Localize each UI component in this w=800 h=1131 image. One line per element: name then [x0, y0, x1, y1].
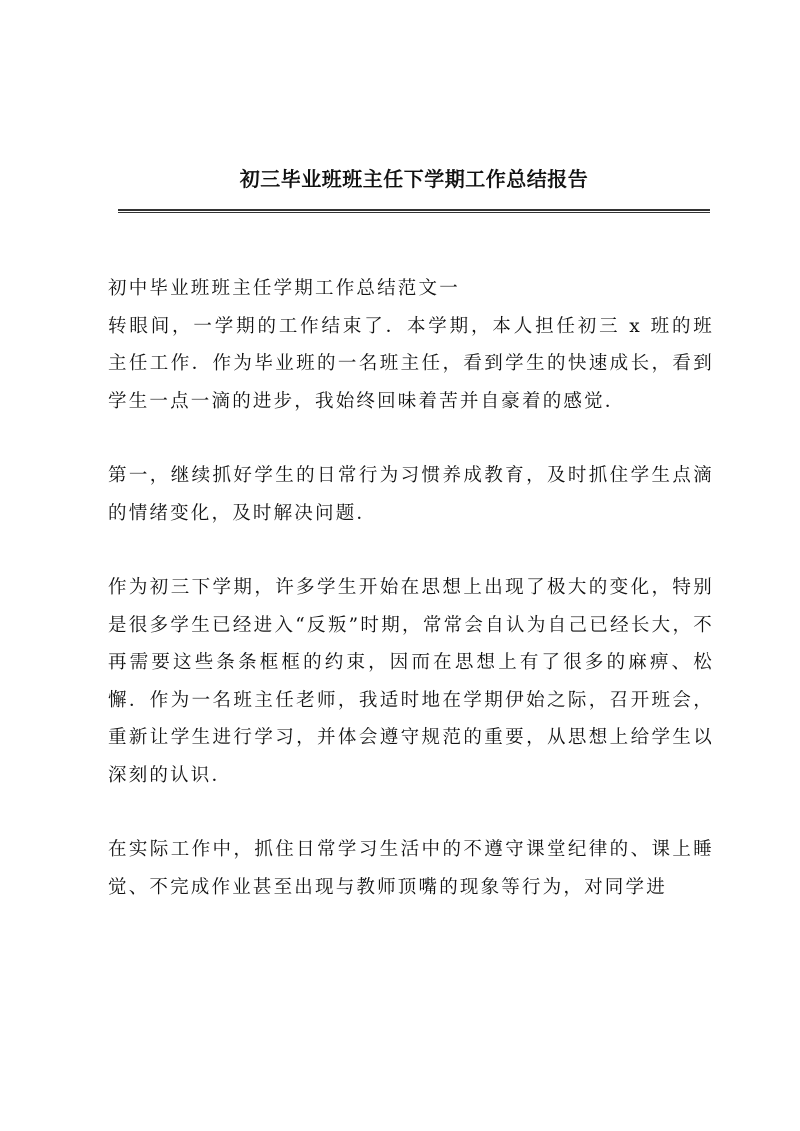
paragraph-first-point: 第一，继续抓好学生的日常行为习惯养成教育，及时抓住学生点滴的情绪变化，及时解决问题． — [108, 465, 714, 524]
title-divider — [118, 209, 710, 213]
section-subtitle: 初中毕业班班主任学期工作总结范文一 — [108, 278, 460, 299]
paragraph-spacer — [108, 794, 714, 831]
document-title: 初三毕业班班主任下学期工作总结报告 — [239, 167, 589, 191]
paragraph-practical-work: 在实际工作中，抓住日常学习生活中的不遵守课堂纪律的、课上睡觉、不完成作业甚至出现与教师顶嘴的现象等行为，对同学进 — [108, 839, 714, 898]
paragraph-second-semester: 作为初三下学期，许多学生开始在思想上出现了极大的变化，特别是很多学生已经进入“反叛”时期，常常会自认为自己已经长大，不再需要这些条条框框的约束，因而在思想上有了很多的麻痹、松懈．作为一名班主任老师，我适时地在学期伊始之际，召开班会，重新让学生进行学习，并体会遵守规范的重要，从思想上给学生以深刻的认识． — [108, 577, 714, 786]
paragraph-spacer — [108, 420, 714, 457]
document-body — [108, 270, 714, 906]
paragraph-spacer — [108, 532, 714, 569]
paragraph-intro: 转眼间，一学期的工作结束了．本学期，本人担任初三 x 班的班主任工作．作为毕业班的一名班主任，看到学生的快速成长，看到学生一点一滴的进步，我始终回味着苦并自豪着的感觉． — [108, 315, 714, 412]
